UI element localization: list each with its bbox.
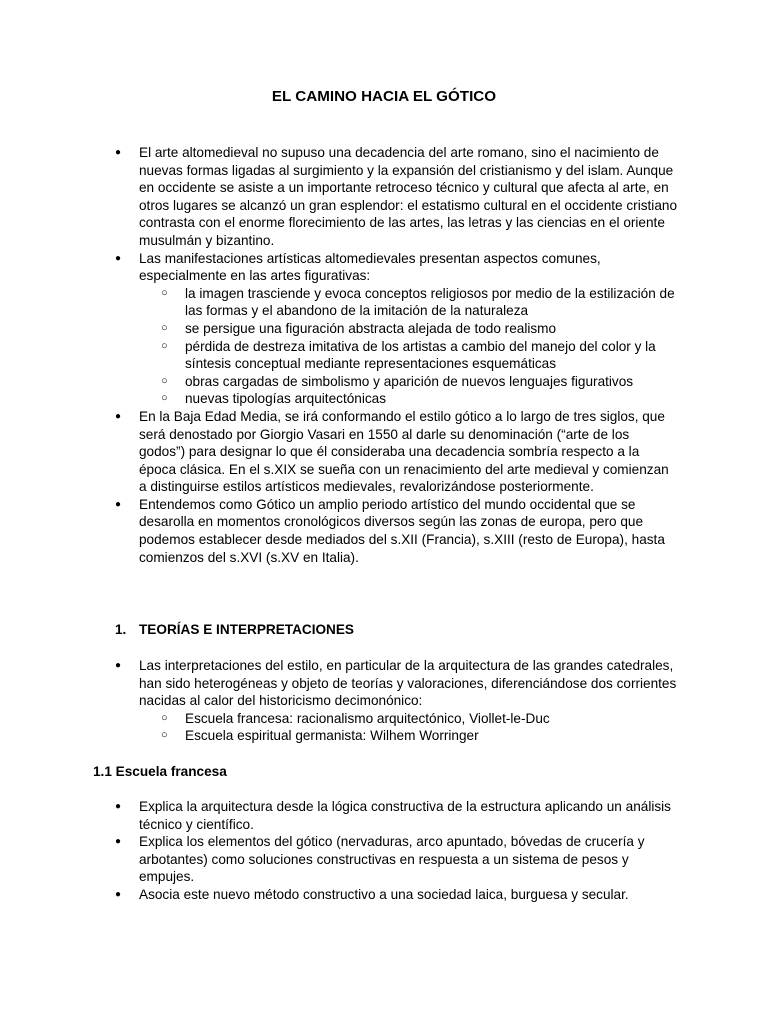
section-number: 1.: [115, 622, 127, 637]
list-item: [139, 144, 679, 250]
list-item: [139, 833, 679, 886]
sub-list-item-text: se persigue una figuración abstracta alejada de todo realismo: [185, 320, 557, 336]
list-item: [139, 496, 679, 566]
list-item-text: Asocia este nuevo método constructivo a una sociedad laica, burguesa y secular.: [139, 886, 629, 902]
section-heading: [115, 621, 354, 639]
sub-list-item: [185, 710, 679, 728]
section1-sublist: [139, 710, 679, 745]
page-title: EL CAMINO HACIA EL GÓTICO: [271, 88, 497, 105]
sub-list-item-text: nuevas tipologías arquitectónicas: [185, 391, 387, 407]
section1-1-list: [139, 798, 679, 904]
list-item-text: Las interpretaciones del estilo, en particular de la arquitectura de las grandes catedrales, han sido heterogéneas y objeto de teorías y valoraciones, diferenciándose dos corrientes nacidas al calor del historicismo decimonónico:: [139, 658, 677, 709]
sub-list-item: [185, 320, 679, 338]
sub-list-item-text: Escuela espiritual germanista: Wilhem Worringer: [185, 728, 479, 744]
list-item-text: Explica la arquitectura desde la lógica constructiva de la estructura aplicando un análisis técnico y científico.: [139, 799, 671, 832]
list-item: [139, 657, 679, 745]
sub-list-item-text: la imagen trasciende y evoca conceptos religiosos por medio de la estilización de las formas y el abandono de la imitación de la naturaleza: [185, 285, 675, 319]
sub-list-item: [185, 373, 679, 391]
intro-sublist: [139, 285, 679, 408]
sub-list-item: [185, 727, 679, 745]
intro-list: [139, 144, 679, 566]
sub-list-item: [185, 338, 679, 373]
list-item-text: Las manifestaciones artísticas altomedievales presentan aspectos comunes, especialmente en las artes figurativas:: [139, 250, 601, 284]
list-item-text: El arte altomedieval no supuso una decadencia del arte romano, sino el nacimiento de nuevas formas ligadas al surgimiento y la expansión del cristianismo y del islam. Aunque en occidente se asiste a un importante retroceso técnico y cultural que afecta al arte, en otros lugares se alcanzó un gran esplendor: el estatismo cultural en el occidente cristiano contrasta con el enorme florecimiento de las artes, las letras y las ciencias en el oriente musulmán y bizantino.: [139, 145, 678, 248]
sub-list-item: [185, 390, 679, 408]
sub-list-item-text: pérdida de destreza imitativa de los artistas a cambio del manejo del color y la síntesis conceptual mediante representaciones esquemáticas: [185, 338, 656, 372]
list-item-text: En la Baja Edad Media, se irá conformando el estilo gótico a lo largo de tres siglos, que será denostado por Giorgio Vasari en 1550 al darle su denominación (“arte de los godos”) para designar lo que él consideraba una decadencia sombría respecto a la época clásica. En el s.XIX se sueña con un renacimiento del arte medieval y comienzan a distinguirse estilos artísticos medievales, revalorizándose posteriormente.: [139, 408, 669, 495]
sub-list-item-text: Escuela francesa: racionalismo arquitectónico, Viollet-le-Duc: [185, 710, 550, 726]
sub-list-item-text: obras cargadas de simbolismo y aparición de nuevos lenguajes figurativos: [185, 373, 634, 389]
subsection-heading: 1.1 Escuela francesa: [93, 764, 227, 779]
list-item: [139, 798, 679, 833]
list-item: [139, 250, 679, 408]
sub-list-item: [185, 285, 679, 320]
section-title: TEORÍAS E INTERPRETACIONES: [139, 622, 355, 637]
list-item: [139, 408, 679, 496]
list-item-text: Entendemos como Gótico un amplio periodo artístico del mundo occidental que se desarolla en momentos cronológicos diversos según las zonas de europa, pero que podemos establecer desde mediados del s.XII (Francia), s.XIII (resto de Europa), hasta comienzos del s.XVI (s.XV en Italia).: [139, 496, 665, 565]
list-item: [139, 886, 679, 904]
section1-list: [139, 657, 679, 745]
list-item-text: Explica los elementos del gótico (nervaduras, arco apuntado, bóvedas de crucería y arbotantes) como soluciones constructivas en respuesta a un sistema de pesos y empujes.: [139, 834, 645, 885]
